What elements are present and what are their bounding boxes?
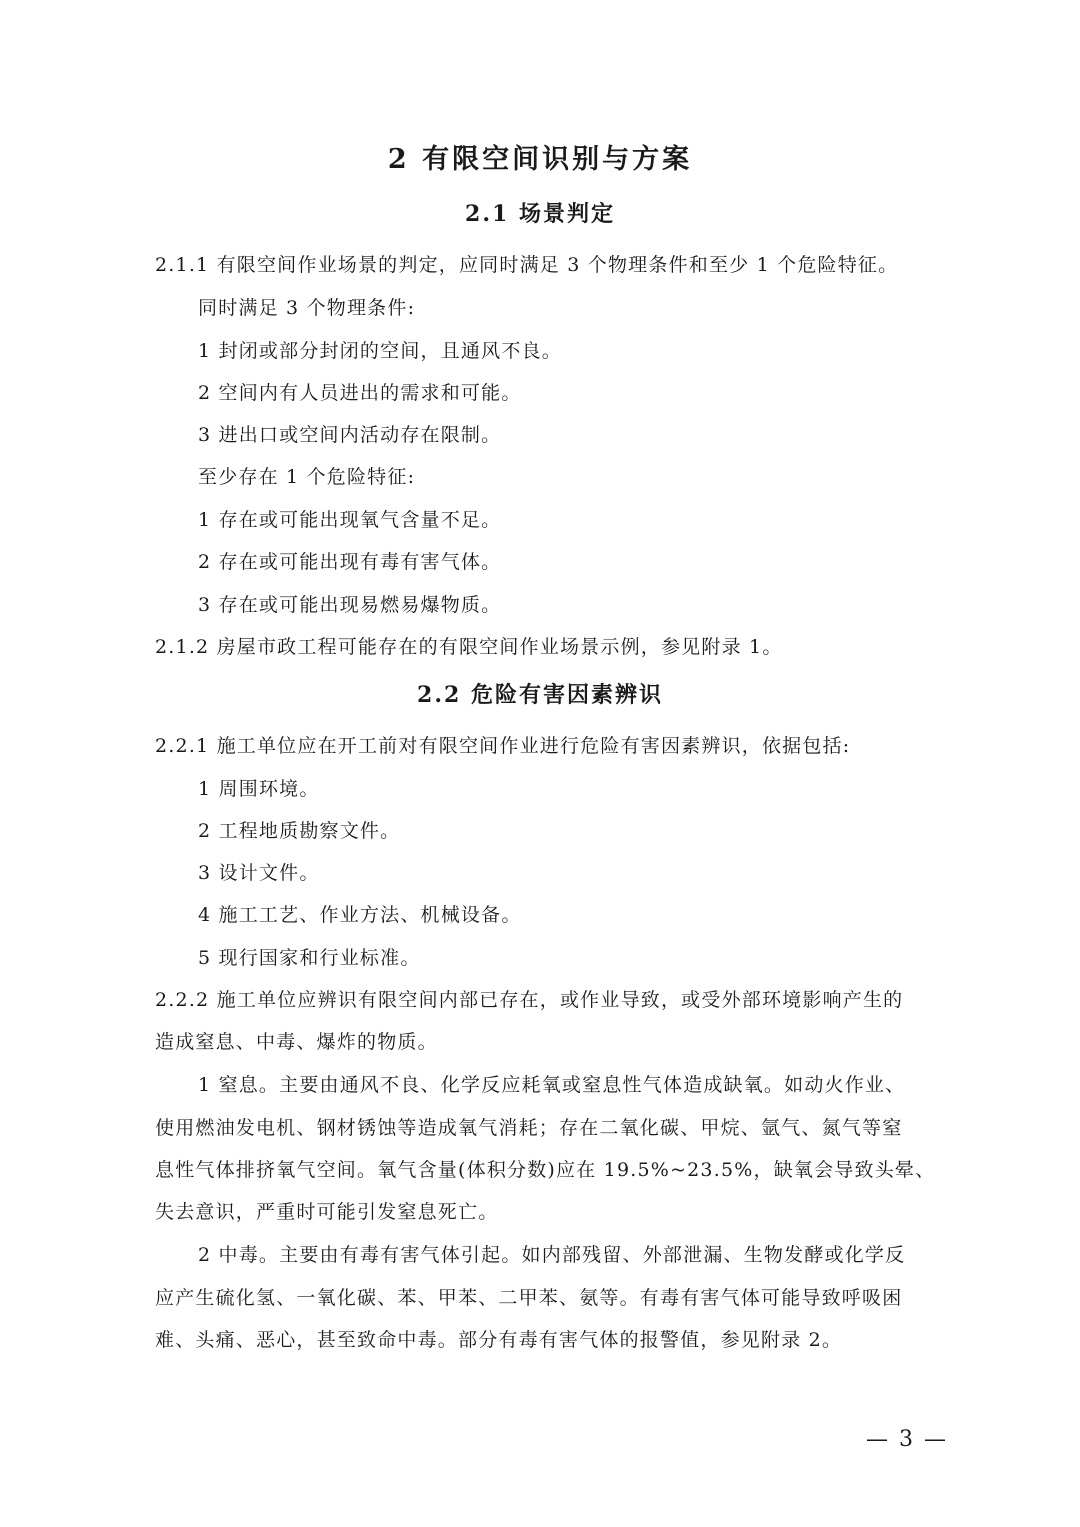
list-item: 2 工程地质勘察文件。 [198,820,401,842]
clause-2-2-1: 2.2.1 施工单位应在开工前对有限空间作业进行危险有害因素辨识，依据包括: [155,735,851,757]
asphyxia-paragraph-line: 使用燃油发电机、钢材锈蚀等造成氧气消耗；存在二氧化碳、甲烷、氩气、氮气等窒 [155,1117,903,1139]
clause-2-2-2-line: 2.2.2 施工单位应辨识有限空间内部已存在，或作业导致，或受外部环境影响产生的 [155,989,904,1011]
list-item: 2 空间内有人员进出的需求和可能。 [198,382,522,404]
list-item: 4 施工工艺、作业方法、机械设备。 [198,904,522,926]
asphyxia-paragraph-line: 1 窒息。主要由通风不良、化学反应耗氧或窒息性气体造成缺氧。如动火作业、 [198,1074,906,1096]
poisoning-paragraph-line: 难、头痛、恶心，甚至致命中毒。部分有毒有害气体的报警值，参见附录 2。 [155,1329,843,1351]
list-item: 5 现行国家和行业标准。 [198,947,421,969]
section-title-2-1: 2.1 场景判定 [465,201,615,227]
clause-2-1-1: 2.1.1 有限空间作业场景的判定，应同时满足 3 个物理条件和至少 1 个危险特征。 [155,254,899,276]
list-item: 1 封闭或部分封闭的空间，且通风不良。 [198,340,562,362]
poisoning-paragraph-line: 2 中毒。主要由有毒有害气体引起。如内部残留、外部泄漏、生物发酵或化学反 [198,1244,906,1266]
list-item: 3 进出口或空间内活动存在限制。 [198,424,502,446]
physical-conditions-heading: 同时满足 3 个物理条件: [198,297,416,319]
list-item: 2 存在或可能出现有毒有害气体。 [198,551,502,573]
list-item: 3 设计文件。 [198,862,320,884]
page-number: — 3 — [866,1427,948,1452]
poisoning-paragraph-line: 应产生硫化氢、一氧化碳、苯、甲苯、二甲苯、氨等。有毒有害气体可能导致呼吸困 [155,1287,903,1309]
section-title-2-2: 2.2 危险有害因素辨识 [417,682,663,708]
clause-2-2-2-line: 造成窒息、中毒、爆炸的物质。 [155,1031,438,1053]
clause-2-1-2: 2.1.2 房屋市政工程可能存在的有限空间作业场景示例，参见附录 1。 [155,636,783,658]
danger-features-heading: 至少存在 1 个危险特征: [198,466,416,488]
list-item: 3 存在或可能出现易燃易爆物质。 [198,594,502,616]
asphyxia-paragraph-line: 失去意识，严重时可能引发窒息死亡。 [155,1201,499,1223]
asphyxia-paragraph-line: 息性气体排挤氧气空间。氧气含量(体积分数)应在 19.5%~23.5%，缺氧会导致头晕、 [155,1159,936,1181]
list-item: 1 周围环境。 [198,778,320,800]
list-item: 1 存在或可能出现氧气含量不足。 [198,509,502,531]
chapter-title: 2 有限空间识别与方案 [387,144,693,175]
